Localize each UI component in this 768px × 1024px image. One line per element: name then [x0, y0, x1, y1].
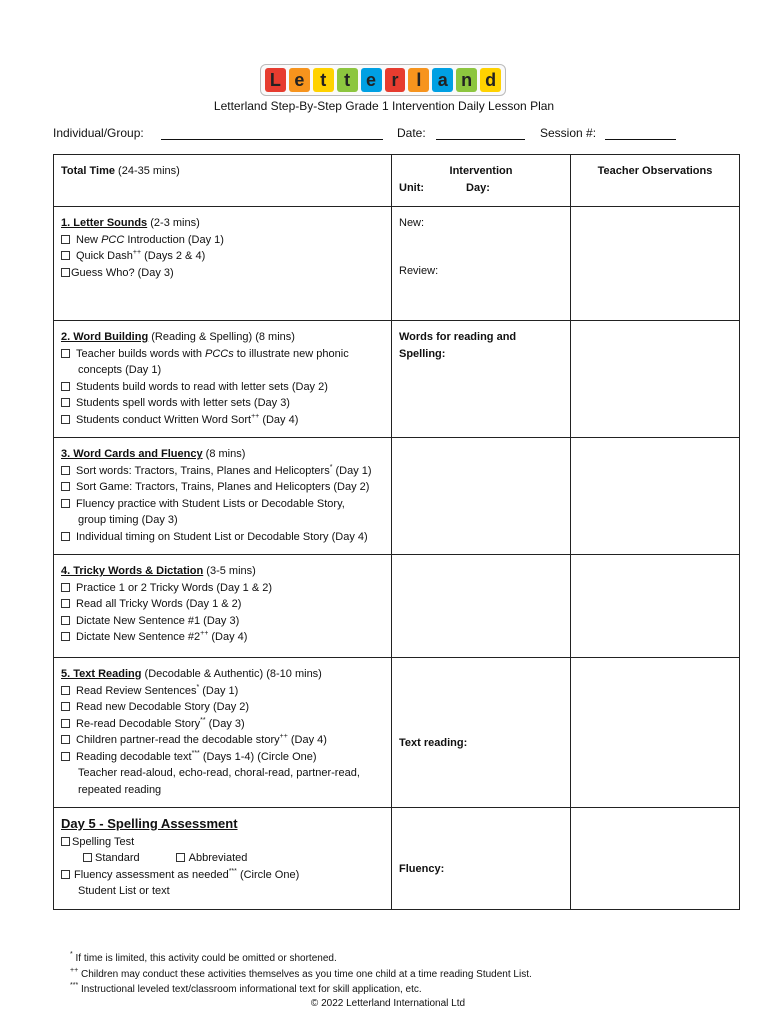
- table-row: [54, 207, 740, 321]
- checkbox[interactable]: [61, 752, 70, 761]
- checkbox[interactable]: [83, 853, 92, 862]
- checkbox[interactable]: [61, 235, 70, 244]
- footnotes: * If time is limited, this activity could be omitted or shortened. ++ Children may conduct these activities themselves as you time one child at a time reading Student List. *** Instructional leveled text/classroom informational text for skill application, etc.: [70, 951, 532, 995]
- checkbox[interactable]: [61, 499, 70, 508]
- checkbox[interactable]: [61, 251, 70, 260]
- date-field[interactable]: [436, 139, 525, 140]
- checkbox[interactable]: [61, 482, 70, 491]
- logo-letter-tile: t: [337, 68, 358, 92]
- table-row: [54, 658, 740, 808]
- logo-letter-tile: d: [480, 68, 501, 92]
- text-reading-label-cell: Text reading:: [392, 658, 571, 808]
- logo-letter-tile: r: [385, 68, 406, 92]
- logo-letter-tile: e: [361, 68, 382, 92]
- checkbox[interactable]: [61, 382, 70, 391]
- logo-letter-tile: t: [313, 68, 334, 92]
- table-row: [54, 808, 740, 910]
- logo-letter-tile: a: [432, 68, 453, 92]
- tricky-words-cell: 4. Tricky Words & Dictation (3-5 mins) Practice 1 or 2 Tricky Words (Day 1 & 2) Read all Tricky Words (Day 1 & 2) Dictate New Sentence #1 (Day 3) Dictate New Sentence #2++ (Day 4): [54, 555, 392, 658]
- logo-letter-tile: e: [289, 68, 310, 92]
- checkbox[interactable]: [61, 632, 70, 641]
- spelling-assessment-cell: Day 5 - Spelling Assessment Spelling Test Standard Abbreviated Fluency assessment as needed*** (Circle One) Student List or text: [54, 808, 392, 910]
- table-row: [54, 438, 740, 555]
- observation-cell[interactable]: [571, 555, 740, 658]
- observation-cell[interactable]: [571, 207, 740, 321]
- observation-cell[interactable]: [571, 438, 740, 555]
- words-for-reading-cell: Words for reading and Spelling:: [392, 321, 571, 438]
- word-building-cell: 2. Word Building (Reading & Spelling) (8 mins) Teacher builds words with PCCs to illustrate new phonic concepts (Day 1) Students build words to read with letter sets (Day 2) Students spell words with letter sets (Day 3) Students conduct Written Word Sort++ (Day 4): [54, 321, 392, 438]
- table-header-row: [54, 155, 740, 207]
- checkbox[interactable]: [61, 532, 70, 541]
- checkbox[interactable]: [61, 837, 70, 846]
- letter-sounds-intervention-cell: New: Review:: [392, 207, 571, 321]
- letter-sounds-cell: 1. Letter Sounds (2-3 mins) New PCC Introduction (Day 1) Quick Dash++ (Days 2 & 4) Guess Who? (Day 3): [54, 207, 392, 321]
- teacher-observations-header: Teacher Observations: [571, 155, 740, 207]
- checkbox[interactable]: [61, 719, 70, 728]
- checkbox[interactable]: [61, 415, 70, 424]
- table-row: [54, 555, 740, 658]
- checkbox[interactable]: [61, 398, 70, 407]
- date-label: Date:: [397, 126, 426, 140]
- checkbox[interactable]: [61, 268, 70, 277]
- letterland-logo: [260, 64, 506, 96]
- lesson-plan-table: [53, 154, 740, 910]
- checkbox[interactable]: [61, 686, 70, 695]
- observation-cell[interactable]: [571, 808, 740, 910]
- checkbox[interactable]: [61, 870, 70, 879]
- logo-letter-tile: L: [265, 68, 286, 92]
- total-time-cell: Total Time (24-35 mins): [54, 155, 392, 207]
- fluency-label-cell: Fluency:: [392, 808, 571, 910]
- table-row: [54, 321, 740, 438]
- checkbox[interactable]: [61, 599, 70, 608]
- individual-group-label: Individual/Group:: [53, 126, 144, 140]
- logo-letter-tile: l: [408, 68, 429, 92]
- checkbox[interactable]: [61, 702, 70, 711]
- checkbox[interactable]: [61, 583, 70, 592]
- page-title: Letterland Step-By-Step Grade 1 Intervention Daily Lesson Plan: [213, 99, 555, 113]
- session-label: Session #:: [540, 126, 597, 140]
- checkbox[interactable]: [61, 349, 70, 358]
- intervention-cell[interactable]: [392, 438, 571, 555]
- copyright: © 2022 Letterland International Ltd: [310, 998, 466, 1009]
- checkbox[interactable]: [61, 735, 70, 744]
- text-reading-cell: 5. Text Reading (Decodable & Authentic) (8-10 mins) Read Review Sentences* (Day 1) Read new Decodable Story (Day 2) Re-read Decodable Story** (Day 3) Children partner-read the decodable story++ (Day 4) Reading decodable text*** (Days 1-4) (Circle One) Teacher read-aloud, echo-read, choral-read, partner-read, repeated reading: [54, 658, 392, 808]
- checkbox[interactable]: [176, 853, 185, 862]
- word-cards-fluency-cell: 3. Word Cards and Fluency (8 mins) Sort words: Tractors, Trains, Planes and Helicopters* (Day 1) Sort Game: Tractors, Trains, Planes and Helicopters (Day 2) Fluency practice with Student Lists or Decodable Story, group timing (Day 3) Individual timing on Student List or Decodable Story (Day 4): [54, 438, 392, 555]
- header-fields: [53, 124, 743, 144]
- checkbox[interactable]: [61, 616, 70, 625]
- session-field[interactable]: [605, 139, 676, 140]
- intervention-cell[interactable]: [392, 555, 571, 658]
- checkbox[interactable]: [61, 466, 70, 475]
- logo-letter-tile: n: [456, 68, 477, 92]
- individual-group-field[interactable]: [161, 139, 383, 140]
- observation-cell[interactable]: [571, 321, 740, 438]
- intervention-header-cell: Intervention Unit: Day:: [392, 155, 571, 207]
- observation-cell[interactable]: [571, 658, 740, 808]
